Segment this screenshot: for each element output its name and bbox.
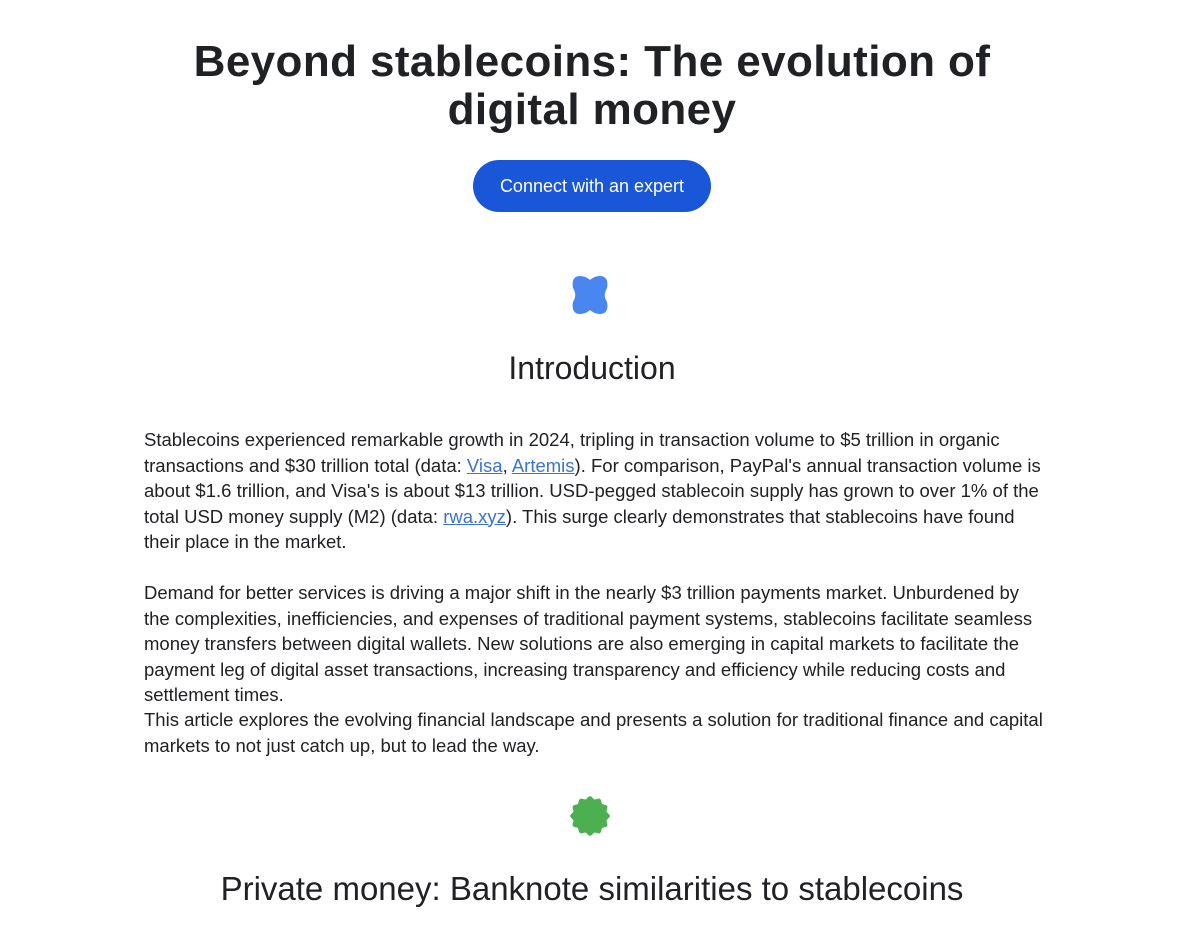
page-title: Beyond stablecoins: The evolution of digital money	[193, 37, 991, 134]
intro-paragraph-1-separator: ,	[502, 454, 512, 476]
blue-rounded-square-icon	[569, 274, 611, 316]
intro-paragraph-2: Demand for better services is driving a major shift in the nearly $3 trillion payments market. Unburdened by the complexities, inefficiencies, and expenses of traditional payment systems, stablecoins facilitate seamless money transfers between digital wallets. New solutions are also emerging in capital markets to facilitate the payment leg of digital asset transactions, increasing transparency and efficiency while reducing costs and settlement times.	[144, 582, 1033, 705]
connect-expert-button[interactable]: Connect with an expert	[473, 160, 711, 212]
visa-link[interactable]: Visa	[466, 454, 503, 476]
intro-paragraph-1-text-c: ). This surge clearly demonstrates that stablecoins have found their place in the market.	[144, 505, 1015, 552]
intro-paragraph-1	[144, 427, 1044, 555]
intro-paragraph-1-text-a: Stablecoins experienced remarkable growth in 2024, tripling in transaction volume to $5 trillion in organic transactions and $30 trillion total (data:	[144, 429, 1000, 476]
green-scalloped-circle-icon	[569, 795, 611, 837]
intro-paragraph-3: This article explores the evolving financial landscape and presents a solution for traditional finance and capital markets to not just catch up, but to lead the way.	[144, 709, 1043, 756]
rwa-xyz-link[interactable]: rwa.xyz	[443, 505, 506, 527]
introduction-heading: Introduction	[508, 350, 676, 386]
intro-paragraph-1-text-b: ). For comparison, PayPal's annual transaction volume is about $1.6 trillion, and Visa's is about $13 trillion. USD-pegged stablecoin supply has grown to over 1% of the total USD money supply (M2) (data:	[144, 454, 1041, 527]
private-money-heading: Private money: Banknote similarities to stablecoins	[220, 870, 964, 907]
artemis-link[interactable]: Artemis	[511, 454, 575, 476]
